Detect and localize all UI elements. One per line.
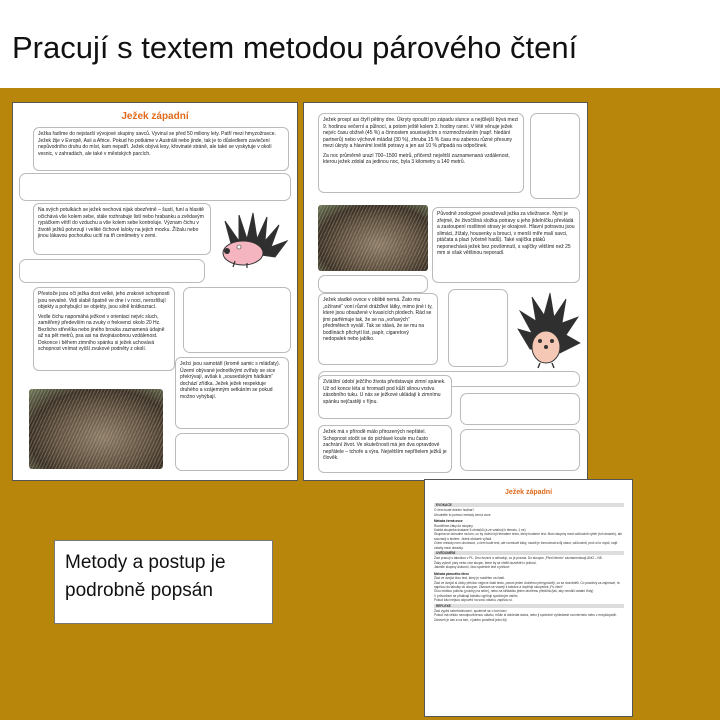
- re-line-2: Pokud má někdo nezodpovězenou otázku, může si dohledat doma, nebo ji společně vyhledáme na internetu nebo v encyklopedii. Zároveň je čas a na tom, v jakém prostředí ježci žijí.: [434, 613, 617, 622]
- list-item: Rozdělíme žáky do skupiny: [434, 523, 473, 528]
- text-block-4: Ježci jsou samotáři (kromě samic s mláďaty). Území obývané jednotlivými zvířaty se sice překrývají, avšak k „sousedským hádkám“ dochází zřídka. Ježek ježek respektuje druhého a vzájemným setkáním se pokud možno vyhýbají.: [175, 357, 289, 429]
- text-block-3a: Přestože jsou oči ježka dost velké, jeho zrakové schopnosti jsou nevalné. Vidí slabě špatně ve dne i v noci, nerozlišují objekty a pohybující se objekty, jsou silně krátkozrací.: [38, 291, 170, 310]
- ev-line-1: O čem bude dnešní hodina?: [434, 508, 475, 513]
- text-block-2: Na svých potulkách se ježek nechová nijak obezřetně – šustí, funí a hlasitě očichává vše kolem sebe, stále rozhrabuje listí nebo hrabanku a zvědavým rypáčkem větří do vzduchu a vše kolem sebe kontroluje. Význam čichu v životě ježků potvrzují i veliké čichové laloky na jejich mozku. Žížalu nebo jinou lákavou pochoutku ucítí na tři centimetry v zemi.: [33, 203, 211, 255]
- worksheet-page-2: [303, 102, 588, 481]
- p2-empty-box-2: [318, 275, 428, 293]
- uv-line-3: Jakmile skupiny dokončí, čtou společně text o ježkovi: [434, 565, 510, 570]
- p2-text-block-4: Zvláštní údobí ježčího života představuje zimní spánek. Už od konce léta si hromadí pod kůží silnou vrstvu zásobního tuku. U nás se ježkové ukládají k zimnímu spánku nejčastěji v říjnu.: [318, 375, 452, 419]
- p2-text-block-5: Ježek má v přírodě málo přirozených nepřátel. Schopnost stočit se do pichlavé koule mu často zachrání život. Ve skutečnosti má jen dva opravdové nepřátele – tchoře a výra. Největším nepřítelem ježků je člověk.: [318, 425, 452, 473]
- page3-title: Ježek západní: [504, 489, 553, 496]
- cartoon-hedgehog-icon: [213, 211, 291, 269]
- slide-title: Pracují s textem metodou párového čtení: [12, 30, 578, 65]
- list-item: V průvodním se přidávají tabulku vyplňují společným úsilím.: [434, 593, 519, 598]
- hedgehog-photo: [29, 389, 163, 469]
- p2-empty-box-3: [448, 289, 508, 367]
- text-block-1: Ježka řadíme do nejstarší vývojové skupiny savců. Vyvinul se před 50 miliony lety. Patří mezi hmyzožravce. Ježek žije v Evropě, Asii a Africe. Pokud ho potkáme v Austrálii nebo jinde, tak je to důsledkem zavlečení nepůvodního druhu do míst, kam nepatří. Ježek obývá lesy, křovinaté stráně, ale také se vyskytuje v okolí vesnic, v zahradách, ale také v městských parcích.: [33, 127, 289, 171]
- section-evokace: EVOKACE: [434, 503, 624, 507]
- empty-answer-box-3: [183, 287, 291, 353]
- list-item: Žáci ve dvojici si úlohy přečtou nejprve části textu, potom jeden druhému převyprávějí, co se dozvěděli. Co pravdivý za zajímavé, hr. napíšou do tabulky do sloupce. Záznam se vracejí k tabulce a doplňují sloupeček „Po čtení“: [434, 580, 621, 589]
- re-line-1: Žáci vyplní sebehodnocení, společně se o tom baví: [434, 608, 507, 613]
- section-reflexe: REFLEXE: [434, 604, 624, 608]
- list-item: Cílem metody není uhodnout, o čem bude text, ale rozmluvit žáky, naučit je formulovat svůj názor, odůvodnit, proč si to myslí, najít vztahy mezi obrázky.: [434, 541, 618, 550]
- list-item: Skupina se dohodne na tom, co by mohlo být tématem textu, který budeme číst. Musí skupiny mezi odůvodnit výběr (tuf obrázek), ale souvisejí s textem. Ježek obrázek vyřadí.: [434, 532, 622, 541]
- list-item: Každá skupinka dostane 5 obrázků (a ze vztahují k tématu, 1 ne): [434, 528, 526, 533]
- text-block-3b: Vedle čichu napomáhá ježkovi v orientaci nejvíc sluch, zaměřený především na zvuky o frekvenci okolo 20 Hz. Bezlicho střevlíka nebo jiného brouka zaznamená údajně až na pět metrů, psa asi na dvojnásobnou vzdálenost. Dokonce i během zimního spánku si ježek uchovává schopnost vnímat vyšší zvukové podněty z okolí.: [38, 313, 165, 352]
- p2-text-block-1: [318, 113, 524, 193]
- list-item: Pokud žáci nejsou odpověď na svou otázku, zapíšou si.: [434, 598, 513, 603]
- uv-line-1: Žáci pracují s tabulkou v PL. Dnu tvrzení a odhadují, co je pravda. Do sloupce „Před čtením“ zaznamenávají ANO – NE.: [434, 556, 603, 561]
- p2-empty-box-1: [530, 113, 580, 199]
- list-item: Čtou midbou potichu (polohy) na sebe), nebo na střídačku jeden druhému předčítá (tak, aby nerušili ostatní třídy): [434, 589, 594, 594]
- heading-pair-reading: Metoda párového čtení: [434, 571, 469, 576]
- methods-note-text: Metody a postup je podrobně popsán: [65, 552, 226, 601]
- page3-methods-text: [434, 502, 624, 622]
- empty-answer-box-1: [19, 173, 291, 201]
- p2-text-block-3: Ježek sladké ovoce v oblibě nemá. Žato mu „ožírané“ voní různé drážďivé látky, mimo jiné i ty, které jsou obsažené v kvasících plodech. Rád se jimi parfémuje tak, že se na „voňavých“ předmětech vyválí. Tak se stává, že se mu na bodlinách přichytí list, papír, cigaretový nedopalek nebo jablko.: [318, 293, 438, 365]
- cartoon-hedgehog-standing-icon: [510, 289, 582, 369]
- p2-text-block-2: Původně zoologové považovali ježka za všežravce. Nyní je zřejmé, že živočišná složka potravy u jeho jídelníčku převládá a zastoupení rostlinné stravy je okrajové. Hlavní potravou jsou slimáci, žížaly, housenky a brouci, v menší míře malí savci, ptáčata a plazi (včetně hadů). Také vajíčka ptáků neponechává ježek bez povšimnutí, s vajíčky většími než 25 mm si však většinou neporadí.: [432, 207, 580, 283]
- methods-note-box: [54, 540, 273, 624]
- empty-answer-box-2: [19, 259, 205, 283]
- list-item: Žáci ve dvojici čtou text, který je rozdělen na části.: [434, 576, 505, 581]
- page1-title: Ježek západní: [121, 111, 189, 122]
- p2-hedgehog-photo: [318, 205, 428, 271]
- p2-text-1b: Za noc průměrně urazí 700–1500 metrů, přičemž největší zaznamenaná vzdálenost, kterou ježek zdolal za jedinou noc, byla 3 kilometry a 140 metrů.: [323, 152, 510, 165]
- worksheet-page-1: [12, 102, 298, 481]
- heading-black-sheep: Metoda černá ovce: [434, 519, 463, 524]
- text-block-3: [33, 287, 175, 371]
- uv-line-2: Žáky vytvoří páry nebo více skupin, které by se chtěli dozvědět o ježkovi.: [434, 560, 537, 565]
- p2-empty-box-5: [460, 393, 580, 425]
- section-uvedomeni: UVĚDOMĚNÍ: [434, 551, 624, 555]
- slide-title-bar: [0, 0, 720, 88]
- ev-line-2: Uhodněte to pomocí metody černá ovce: [434, 512, 491, 517]
- p2-empty-box-6: [460, 429, 580, 471]
- p2-text-1a: Ježek prospí asi čtyři pětiny dne. Úkryty opouští po západu slunce a nejčilejší bývá mezi 9. hodinou večerní a půlnocí, a potom ještě kolem 3. hodiny ranní. V létě věnuje ježek nejvíc času obživě (45 %) a činnostem souvisejícím s rozmnožováním (např. hledání partnerů) nebo výchově mláďat (30 %), zhruba 15 % času mu zaberou různé přesuny mezi úkryty a hlavními lovišti potravy a jen asi 10 % připadá na odpočinek.: [323, 117, 519, 149]
- worksheet-page-3-methods: [424, 479, 633, 717]
- empty-answer-box-4: [175, 433, 289, 471]
